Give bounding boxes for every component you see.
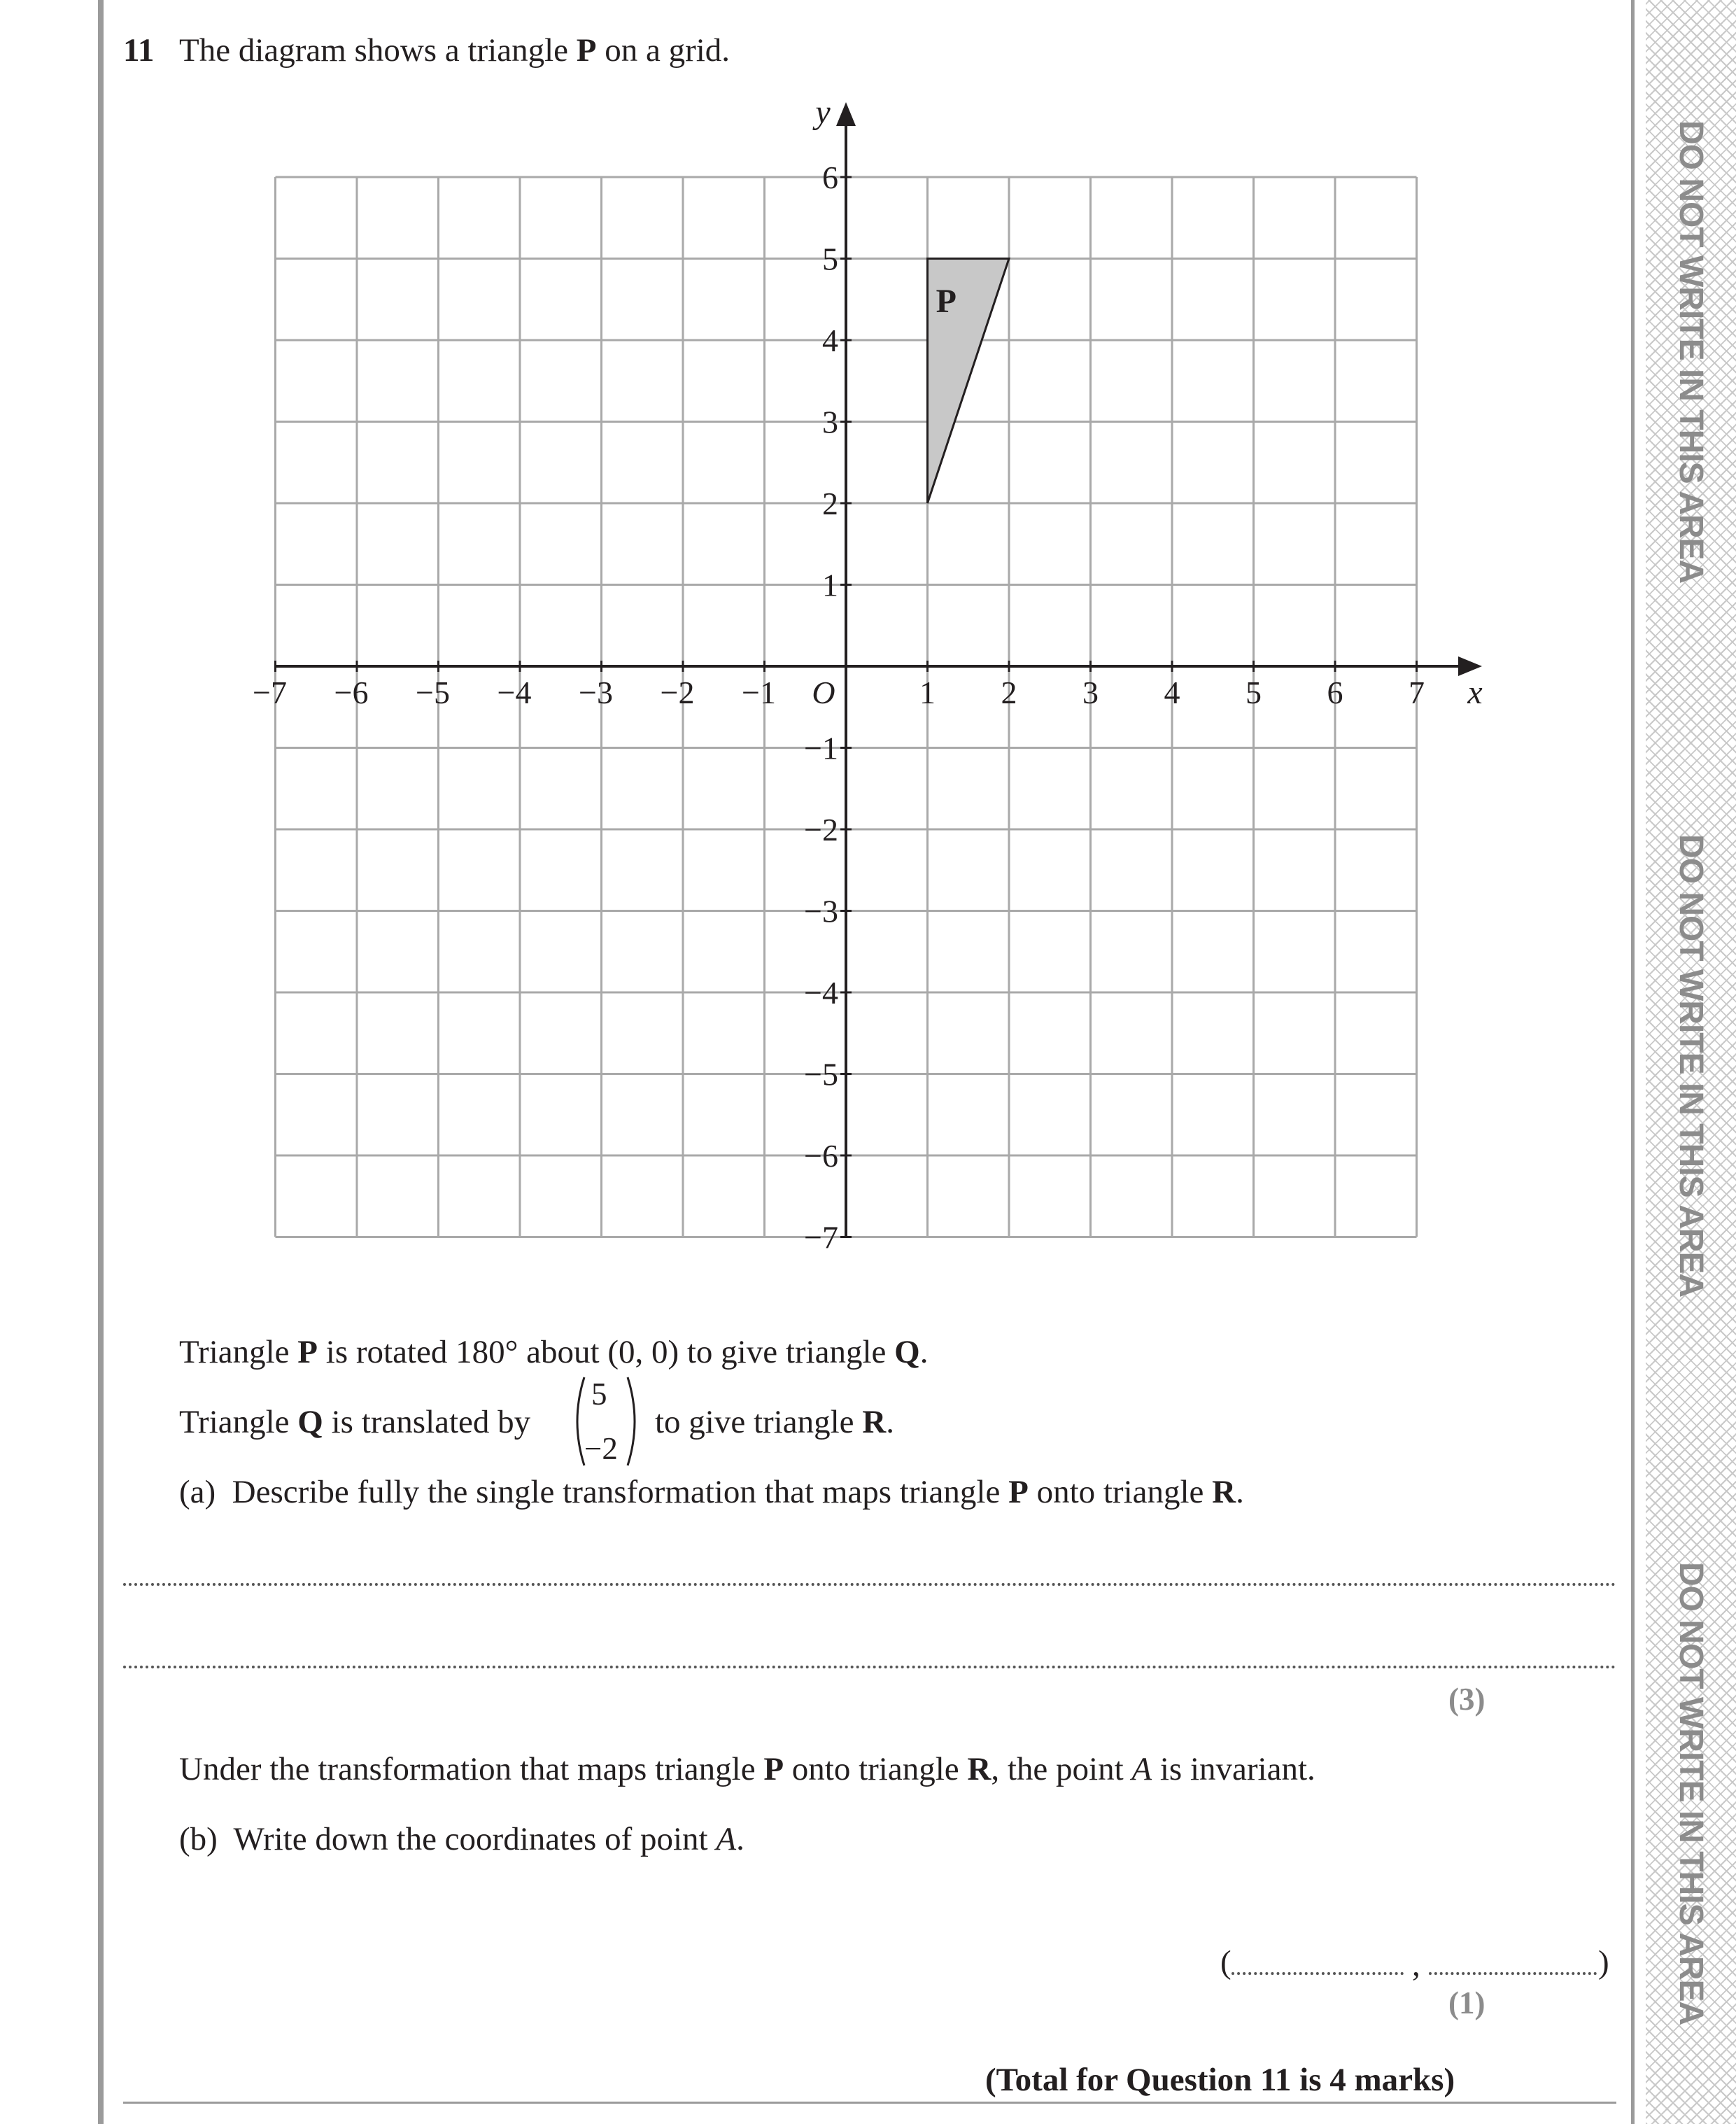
x-tick-label-4: 4 bbox=[1164, 675, 1180, 710]
margin-warning-1: DO NOT WRITE IN THIS AREA bbox=[1672, 120, 1709, 584]
x-tick-label-6: 6 bbox=[1327, 675, 1343, 710]
margin-warning-2: DO NOT WRITE IN THIS AREA bbox=[1672, 834, 1709, 1297]
x-tick-label--3: −3 bbox=[579, 675, 613, 710]
x-tick-label--4: −4 bbox=[497, 675, 532, 710]
shapes bbox=[928, 259, 1010, 504]
y-tick-label--1: −1 bbox=[804, 730, 838, 766]
vector-top: 5 bbox=[591, 1377, 607, 1412]
x-axis-label: x bbox=[1467, 674, 1483, 711]
y-tick-label-1: 1 bbox=[822, 567, 838, 603]
part-a-question: (a) Describe fully the single transformation that maps triangle P onto triangle R. bbox=[179, 1474, 1244, 1510]
answer-comma: , bbox=[1412, 1947, 1420, 1983]
x-tick-label-5: 5 bbox=[1245, 675, 1262, 710]
vector-bottom: −2 bbox=[584, 1431, 618, 1466]
y-tick-label--6: −6 bbox=[804, 1138, 838, 1174]
triangle-label-P: P bbox=[936, 283, 957, 320]
part-b-question: (b) Write down the coordinates of point A. bbox=[179, 1821, 744, 1857]
y-tick-label--2: −2 bbox=[804, 812, 838, 848]
x-tick-label--6: −6 bbox=[334, 675, 369, 710]
x-tick-label--1: −1 bbox=[742, 675, 776, 710]
x-tick-label-2: 2 bbox=[1001, 675, 1017, 710]
bottom-rule bbox=[123, 2102, 1616, 2104]
y-tick-label-3: 3 bbox=[822, 404, 838, 440]
total-marks: (Total for Question 11 is 4 marks) bbox=[985, 2062, 1455, 2098]
y-tick-label-2: 2 bbox=[822, 486, 838, 521]
answer-open-paren: ( bbox=[1220, 1944, 1232, 1981]
axes bbox=[276, 102, 1483, 1237]
statement-translation-a: Triangle Q is translated by bbox=[179, 1404, 531, 1440]
axis-labels bbox=[253, 94, 1483, 1256]
x-tick-label-7: 7 bbox=[1409, 675, 1425, 710]
question-number: 11 bbox=[123, 32, 155, 69]
margin-warning-3: DO NOT WRITE IN THIS AREA bbox=[1672, 1562, 1709, 2025]
statement-rotation: Triangle P is rotated 180° about (0, 0) to give triangle Q. bbox=[179, 1334, 929, 1370]
marks-a: (3) bbox=[1448, 1682, 1486, 1717]
x-tick-label-1: 1 bbox=[919, 675, 936, 710]
invariant-statement: Under the transformation that maps triangle P onto triangle R, the point A is invariant. bbox=[179, 1751, 1315, 1787]
x-tick-label-3: 3 bbox=[1082, 675, 1099, 710]
answer-line-1[interactable] bbox=[123, 1583, 1616, 1586]
statement-translation-b: to give triangle R. bbox=[655, 1404, 894, 1440]
y-axis-label: y bbox=[815, 94, 831, 131]
question-intro: The diagram shows a triangle P on a grid. bbox=[179, 32, 731, 69]
y-tick-label--3: −3 bbox=[804, 893, 838, 929]
answer-y-field[interactable] bbox=[1429, 1972, 1597, 1975]
answer-close-paren: ) bbox=[1598, 1944, 1609, 1981]
answer-line-2[interactable] bbox=[123, 1666, 1616, 1668]
x-tick-label--2: −2 bbox=[660, 675, 695, 710]
y-tick-label-6: 6 bbox=[822, 160, 838, 195]
marks-b: (1) bbox=[1448, 1985, 1486, 2020]
y-tick-label--4: −4 bbox=[804, 975, 838, 1011]
y-tick-label-5: 5 bbox=[822, 241, 838, 277]
x-axis-arrow bbox=[1458, 656, 1482, 676]
y-tick-label--7: −7 bbox=[804, 1219, 838, 1256]
x-tick-label--5: −5 bbox=[416, 675, 450, 710]
y-axis-arrow bbox=[836, 102, 856, 126]
x-tick-label--7: −7 bbox=[253, 675, 287, 710]
origin-label: O bbox=[812, 675, 835, 710]
y-tick-label-4: 4 bbox=[822, 323, 838, 358]
y-tick-label--5: −5 bbox=[804, 1056, 838, 1092]
answer-x-field[interactable] bbox=[1232, 1972, 1404, 1975]
